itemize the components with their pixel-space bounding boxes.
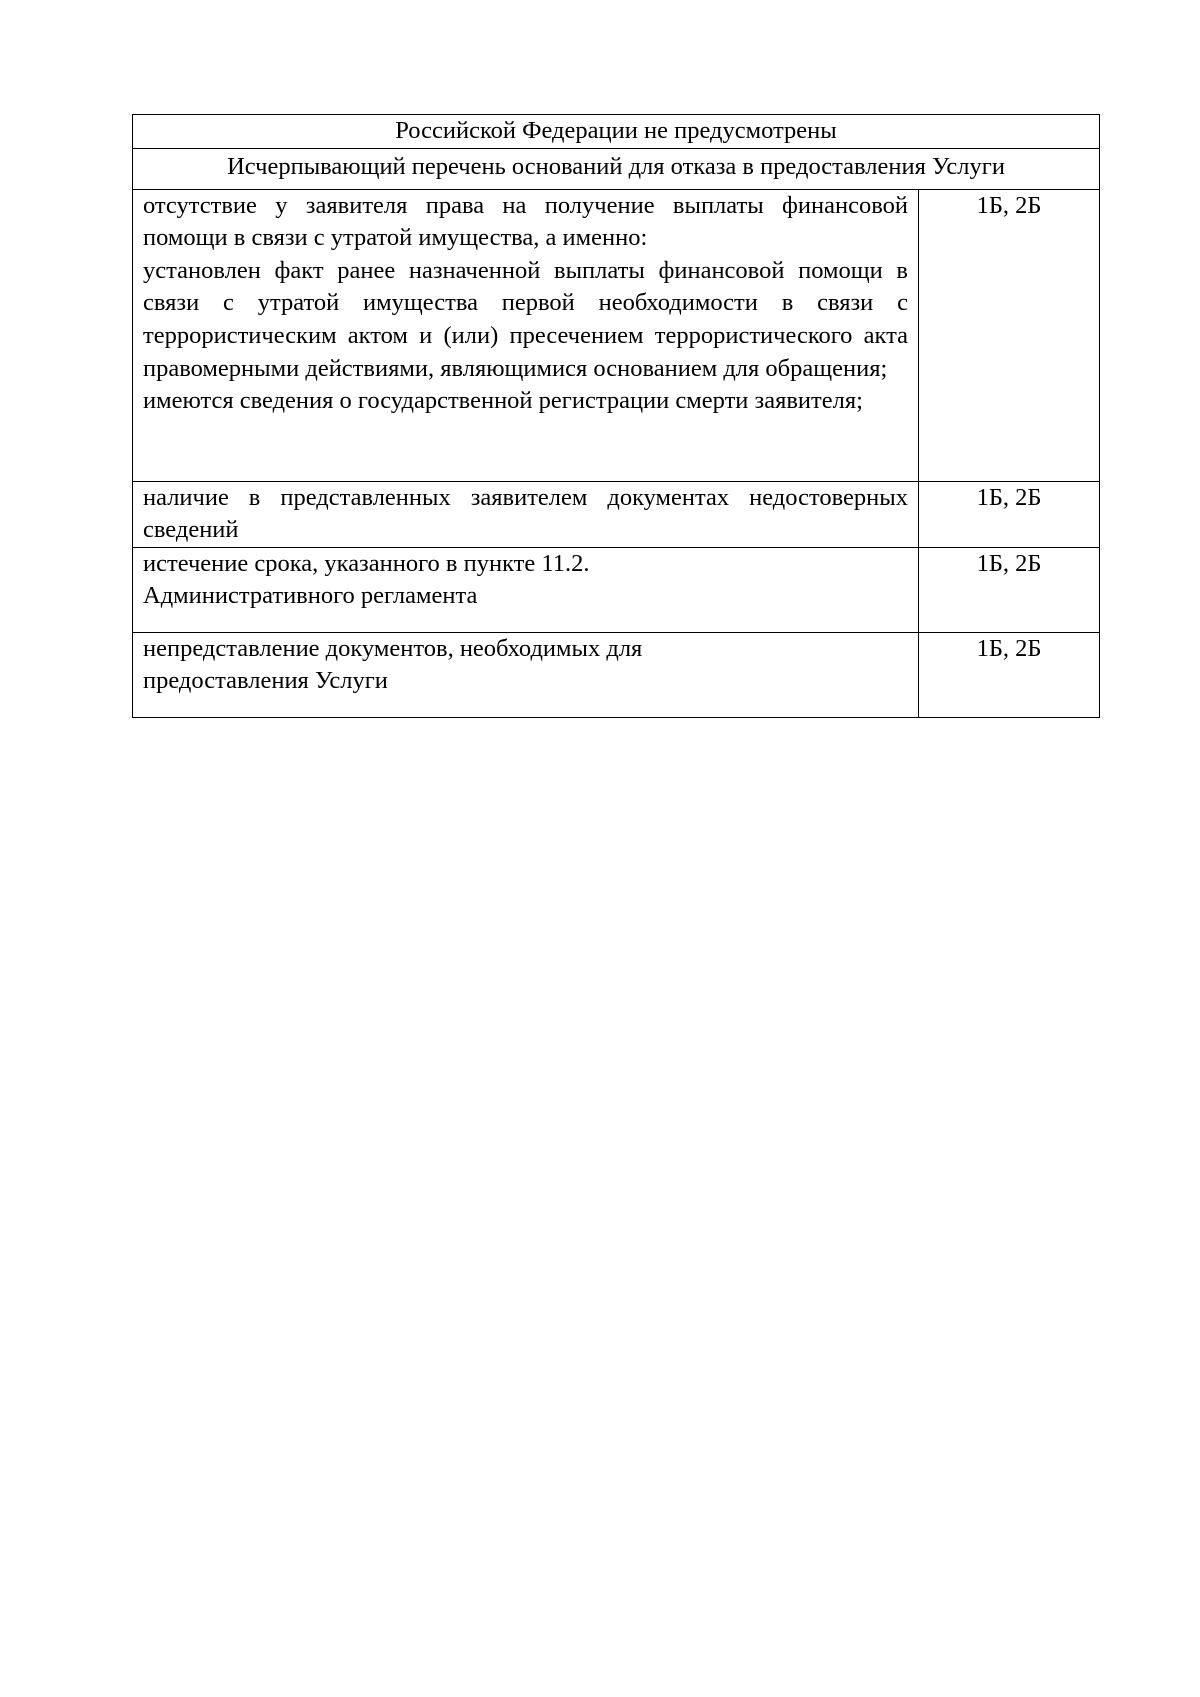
reason-paragraph: установлен факт ранее назначенной выплаты финансовой помощи в связи с утратой имущества первой необходимости в связи с террористическим актом и (или) пресечением террористического акта правомерными действиями, являющимися основанием для обращения; bbox=[143, 256, 908, 382]
code-cell: 1Б, 2Б bbox=[919, 547, 1100, 632]
table-header-row-continuation bbox=[133, 115, 1100, 149]
header-top-cell: Российской Федерации не предусмотрены bbox=[133, 115, 1100, 149]
reason-paragraph: предоставления Услуги bbox=[143, 667, 388, 695]
table-section-header-row bbox=[133, 148, 1100, 189]
code-cell: 1Б, 2Б bbox=[919, 481, 1100, 547]
table-row bbox=[133, 189, 1100, 481]
reason-paragraph: отсутствие у заявителя права на получение выплаты финансовой помощи в связи с утратой имущества, а именно: bbox=[143, 191, 908, 252]
code-cell: 1Б, 2Б bbox=[919, 632, 1100, 717]
table-row bbox=[133, 632, 1100, 717]
reason-cell bbox=[133, 189, 919, 481]
reason-paragraph: непредставление документов, необходимых для bbox=[143, 634, 643, 662]
refusal-grounds-table bbox=[132, 114, 1100, 718]
section-header-cell: Исчерпывающий перечень оснований для отказа в предоставления Услуги bbox=[133, 148, 1100, 189]
reason-paragraph: наличие в представленных заявителем документах недостоверных сведений bbox=[143, 483, 908, 544]
reason-paragraph: Административного регламента bbox=[143, 582, 478, 610]
table-row bbox=[133, 481, 1100, 547]
reason-cell bbox=[133, 481, 919, 547]
reason-paragraph: имеются сведения о государственной регистрации смерти заявителя; bbox=[143, 387, 863, 415]
reason-cell bbox=[133, 632, 919, 717]
table-row bbox=[133, 547, 1100, 632]
code-cell: 1Б, 2Б bbox=[919, 189, 1100, 481]
reason-cell bbox=[133, 547, 919, 632]
reason-paragraph: истечение срока, указанного в пункте 11.2. bbox=[143, 549, 590, 577]
